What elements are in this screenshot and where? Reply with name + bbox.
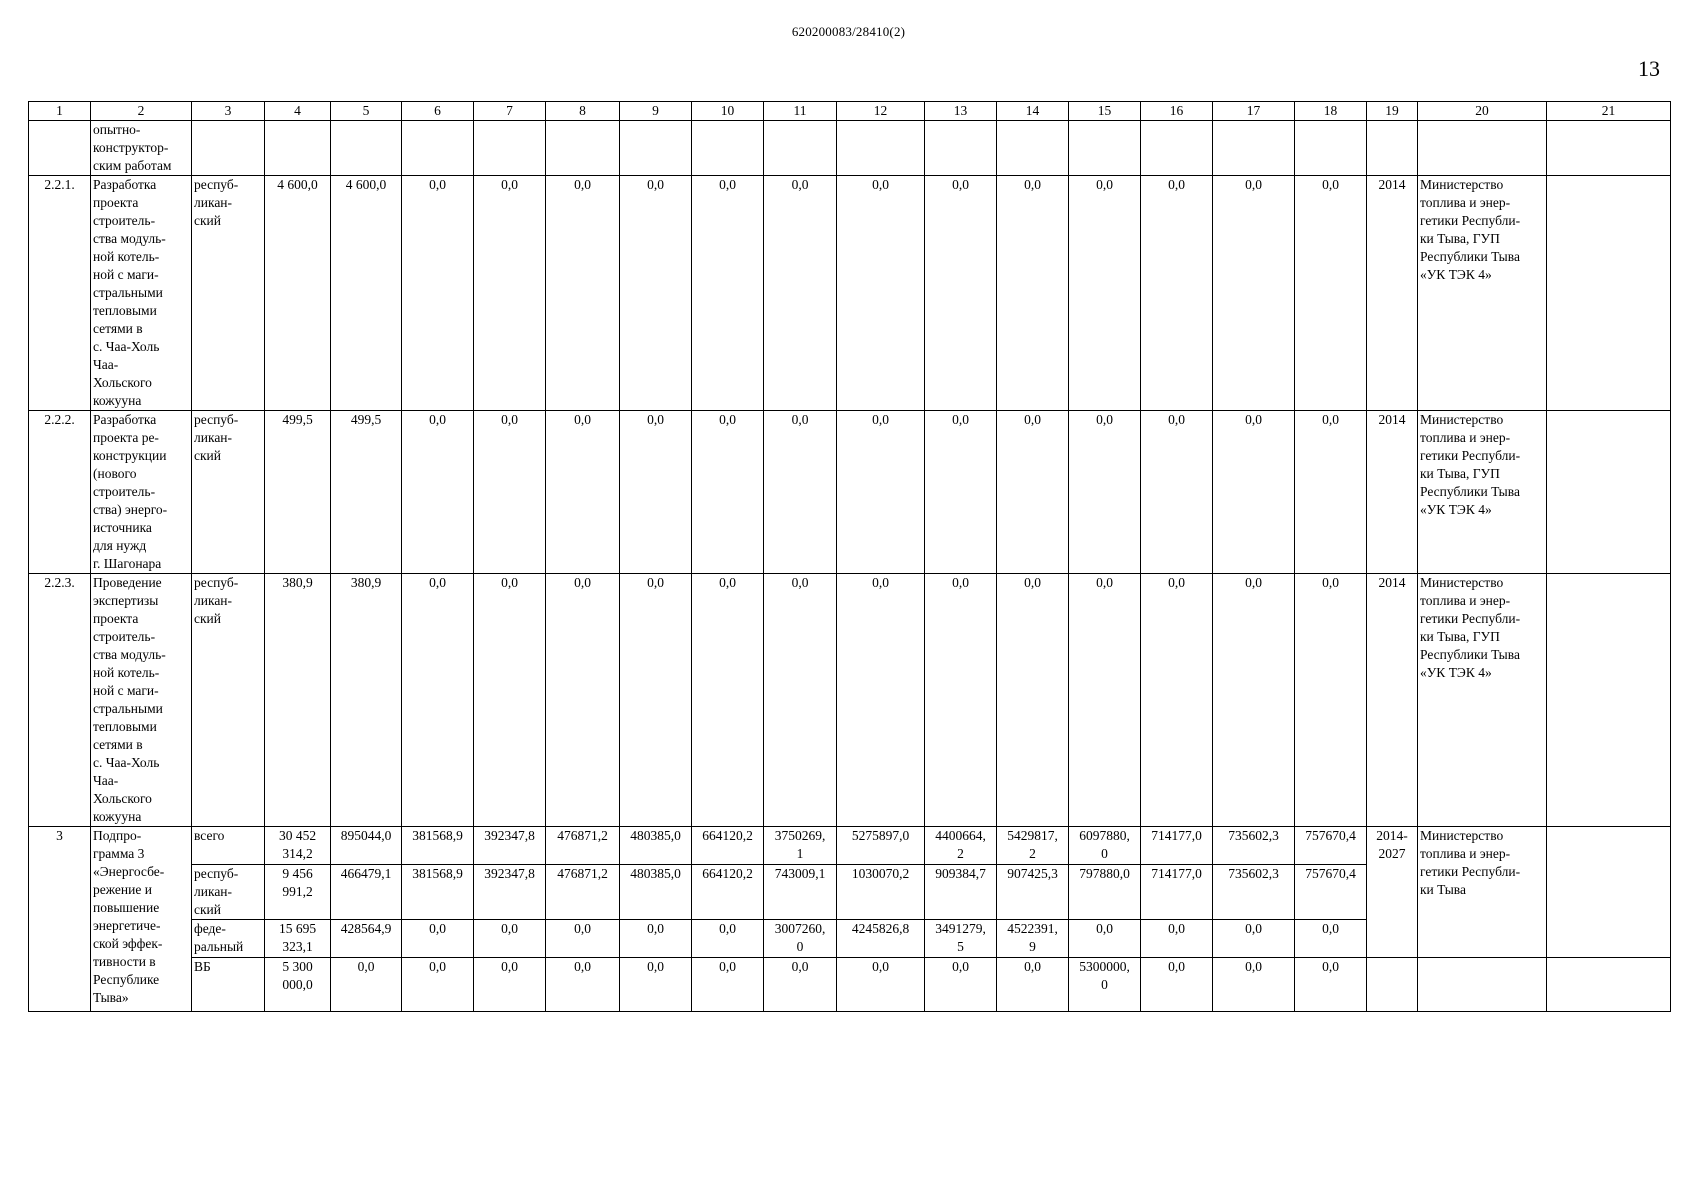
empty-cell bbox=[265, 121, 331, 176]
empty-cell bbox=[1141, 121, 1213, 176]
value-cell: 0,0 bbox=[1141, 176, 1213, 411]
value-cell: 381568,9 bbox=[402, 827, 474, 865]
empty-cell bbox=[546, 121, 620, 176]
value-cell: 15 695 323,1 bbox=[265, 920, 331, 958]
column-number: 9 bbox=[620, 102, 692, 121]
years-cell: 2014- 2027 bbox=[1367, 827, 1418, 958]
value-cell: 714177,0 bbox=[1141, 865, 1213, 920]
value-cell: 0,0 bbox=[546, 411, 620, 574]
value-cell: 0,0 bbox=[331, 958, 402, 1012]
value-cell: 0,0 bbox=[1069, 574, 1141, 827]
executor-cell: Министерство топлива и энер- гетики Республи- ки Тыва, ГУП Республики Тыва «УК ТЭК 4» bbox=[1418, 411, 1547, 574]
column-number: 10 bbox=[692, 102, 764, 121]
measure-name: Разработка проекта ре- конструкции (нового строитель- ства) энерго- источника для нужд г. Шагонара bbox=[91, 411, 192, 574]
value-cell: 0,0 bbox=[402, 574, 474, 827]
funding-source: респуб- ликан- ский bbox=[192, 411, 265, 574]
value-cell: 499,5 bbox=[331, 411, 402, 574]
value-cell: 0,0 bbox=[620, 176, 692, 411]
empty-cell bbox=[764, 121, 837, 176]
years-cell: 2014 bbox=[1367, 176, 1418, 411]
empty-cell bbox=[620, 121, 692, 176]
value-cell: 480385,0 bbox=[620, 865, 692, 920]
column-number: 18 bbox=[1295, 102, 1367, 121]
value-cell: 664120,2 bbox=[692, 865, 764, 920]
col21-cell bbox=[1547, 958, 1671, 1012]
value-cell: 0,0 bbox=[1141, 958, 1213, 1012]
years-cell: 2014 bbox=[1367, 574, 1418, 827]
value-cell: 0,0 bbox=[692, 958, 764, 1012]
column-number: 16 bbox=[1141, 102, 1213, 121]
empty-cell bbox=[402, 121, 474, 176]
value-cell: 757670,4 bbox=[1295, 827, 1367, 865]
value-cell: 6097880, 0 bbox=[1069, 827, 1141, 865]
value-cell: 499,5 bbox=[265, 411, 331, 574]
value-cell: 0,0 bbox=[1213, 176, 1295, 411]
value-cell: 0,0 bbox=[997, 958, 1069, 1012]
col21-cell bbox=[1547, 574, 1671, 827]
value-cell: 4400664, 2 bbox=[925, 827, 997, 865]
value-cell: 3491279, 5 bbox=[925, 920, 997, 958]
value-cell: 895044,0 bbox=[331, 827, 402, 865]
value-cell: 0,0 bbox=[1213, 411, 1295, 574]
column-number: 3 bbox=[192, 102, 265, 121]
value-cell: 392347,8 bbox=[474, 827, 546, 865]
executor-cell: Министерство топлива и энер- гетики Республи- ки Тыва, ГУП Республики Тыва «УК ТЭК 4» bbox=[1418, 176, 1547, 411]
empty-cell bbox=[331, 121, 402, 176]
value-cell: 0,0 bbox=[1141, 411, 1213, 574]
value-cell: 5300000, 0 bbox=[1069, 958, 1141, 1012]
value-cell: 0,0 bbox=[474, 176, 546, 411]
value-cell: 0,0 bbox=[546, 958, 620, 1012]
years-cell bbox=[1367, 958, 1418, 1012]
value-cell: 0,0 bbox=[997, 411, 1069, 574]
value-cell: 714177,0 bbox=[1141, 827, 1213, 865]
value-cell: 381568,9 bbox=[402, 865, 474, 920]
value-cell: 0,0 bbox=[1295, 574, 1367, 827]
empty-cell bbox=[997, 121, 1069, 176]
value-cell: 0,0 bbox=[620, 574, 692, 827]
table-row bbox=[29, 411, 1671, 574]
value-cell: 0,0 bbox=[474, 411, 546, 574]
value-cell: 9 456 991,2 bbox=[265, 865, 331, 920]
value-cell: 0,0 bbox=[837, 958, 925, 1012]
value-cell: 0,0 bbox=[692, 920, 764, 958]
value-cell: 0,0 bbox=[1069, 176, 1141, 411]
value-cell: 5429817, 2 bbox=[997, 827, 1069, 865]
value-cell: 0,0 bbox=[692, 574, 764, 827]
table-row bbox=[29, 574, 1671, 827]
funding-source: ВБ bbox=[192, 958, 265, 1012]
value-cell: 0,0 bbox=[925, 574, 997, 827]
value-cell: 797880,0 bbox=[1069, 865, 1141, 920]
program-name: Подпро- грамма 3 «Энергосбе- режение и повышение энергетиче- ской эффек- тивности в Республике Тыва» bbox=[91, 827, 192, 1012]
row-number: 2.2.2. bbox=[29, 411, 91, 574]
value-cell: 0,0 bbox=[925, 958, 997, 1012]
value-cell: 5275897,0 bbox=[837, 827, 925, 865]
row-number bbox=[29, 121, 91, 176]
value-cell: 0,0 bbox=[1069, 920, 1141, 958]
value-cell: 0,0 bbox=[764, 176, 837, 411]
empty-cell bbox=[1295, 121, 1367, 176]
col21-cell bbox=[1547, 176, 1671, 411]
value-cell: 0,0 bbox=[402, 920, 474, 958]
value-cell: 3750269, 1 bbox=[764, 827, 837, 865]
value-cell: 0,0 bbox=[692, 411, 764, 574]
value-cell: 0,0 bbox=[402, 176, 474, 411]
program-number: 3 bbox=[29, 827, 91, 1012]
row-number: 2.2.3. bbox=[29, 574, 91, 827]
value-cell: 0,0 bbox=[474, 920, 546, 958]
column-number: 13 bbox=[925, 102, 997, 121]
value-cell: 4 600,0 bbox=[265, 176, 331, 411]
value-cell: 0,0 bbox=[402, 411, 474, 574]
value-cell: 0,0 bbox=[474, 574, 546, 827]
value-cell: 0,0 bbox=[1213, 958, 1295, 1012]
value-cell: 3007260, 0 bbox=[764, 920, 837, 958]
empty-cell bbox=[837, 121, 925, 176]
executor-cell: Министерство топлива и энер- гетики Республи- ки Тыва, ГУП Республики Тыва «УК ТЭК 4» bbox=[1418, 574, 1547, 827]
value-cell: 380,9 bbox=[265, 574, 331, 827]
col21-cell bbox=[1547, 411, 1671, 574]
value-cell: 909384,7 bbox=[925, 865, 997, 920]
value-cell: 476871,2 bbox=[546, 865, 620, 920]
value-cell: 735602,3 bbox=[1213, 865, 1295, 920]
row-number: 2.2.1. bbox=[29, 176, 91, 411]
budget-table bbox=[28, 101, 1671, 1012]
column-number: 21 bbox=[1547, 102, 1671, 121]
value-cell: 907425,3 bbox=[997, 865, 1069, 920]
continuation-row bbox=[29, 121, 1671, 176]
column-number: 5 bbox=[331, 102, 402, 121]
value-cell: 0,0 bbox=[1295, 411, 1367, 574]
value-cell: 0,0 bbox=[546, 176, 620, 411]
value-cell: 0,0 bbox=[474, 958, 546, 1012]
col21-cell bbox=[1547, 827, 1671, 958]
value-cell: 743009,1 bbox=[764, 865, 837, 920]
value-cell: 0,0 bbox=[764, 958, 837, 1012]
value-cell: 0,0 bbox=[1213, 920, 1295, 958]
column-number: 12 bbox=[837, 102, 925, 121]
program-row bbox=[29, 958, 1671, 1012]
measure-name: опытно- конструктор- ским работам bbox=[91, 121, 192, 176]
value-cell: 0,0 bbox=[620, 958, 692, 1012]
empty-cell bbox=[1547, 121, 1671, 176]
value-cell: 30 452 314,2 bbox=[265, 827, 331, 865]
column-number: 6 bbox=[402, 102, 474, 121]
page-number: 13 bbox=[1638, 56, 1660, 81]
table-body bbox=[29, 121, 1671, 1012]
value-cell: 735602,3 bbox=[1213, 827, 1295, 865]
value-cell: 5 300 000,0 bbox=[265, 958, 331, 1012]
value-cell: 466479,1 bbox=[331, 865, 402, 920]
value-cell: 0,0 bbox=[837, 411, 925, 574]
empty-cell bbox=[1418, 121, 1547, 176]
column-number: 8 bbox=[546, 102, 620, 121]
value-cell: 0,0 bbox=[925, 176, 997, 411]
column-number: 4 bbox=[265, 102, 331, 121]
value-cell: 0,0 bbox=[1295, 920, 1367, 958]
value-cell: 0,0 bbox=[1295, 176, 1367, 411]
column-number: 14 bbox=[997, 102, 1069, 121]
value-cell: 0,0 bbox=[546, 920, 620, 958]
value-cell: 476871,2 bbox=[546, 827, 620, 865]
value-cell: 0,0 bbox=[1069, 411, 1141, 574]
funding-source: респуб- ликан- ский bbox=[192, 865, 265, 920]
value-cell: 0,0 bbox=[1141, 574, 1213, 827]
program-row bbox=[29, 827, 1671, 865]
measure-name: Проведение экспертизы проекта строитель- ства модуль- ной котель- ной с маги- стральными тепловыми сетями в с. Чаа-Холь Чаа- Хольского кожууна bbox=[91, 574, 192, 827]
value-cell: 0,0 bbox=[837, 176, 925, 411]
empty-cell bbox=[1069, 121, 1141, 176]
value-cell: 4 600,0 bbox=[331, 176, 402, 411]
value-cell: 4522391, 9 bbox=[997, 920, 1069, 958]
executor-cell bbox=[1418, 958, 1547, 1012]
value-cell: 0,0 bbox=[764, 574, 837, 827]
column-number: 15 bbox=[1069, 102, 1141, 121]
column-number: 1 bbox=[29, 102, 91, 121]
value-cell: 0,0 bbox=[692, 176, 764, 411]
value-cell: 4245826,8 bbox=[837, 920, 925, 958]
value-cell: 0,0 bbox=[620, 411, 692, 574]
executor-cell: Министерство топлива и энер- гетики Республи- ки Тыва bbox=[1418, 827, 1547, 958]
value-cell: 1030070,2 bbox=[837, 865, 925, 920]
value-cell: 480385,0 bbox=[620, 827, 692, 865]
document-id: 620200083/28410(2) bbox=[791, 24, 906, 39]
funding-source: респуб- ликан- ский bbox=[192, 574, 265, 827]
value-cell: 664120,2 bbox=[692, 827, 764, 865]
value-cell: 0,0 bbox=[1295, 958, 1367, 1012]
column-number-row bbox=[29, 102, 1671, 121]
column-number: 2 bbox=[91, 102, 192, 121]
empty-cell bbox=[692, 121, 764, 176]
value-cell: 0,0 bbox=[997, 574, 1069, 827]
value-cell: 0,0 bbox=[546, 574, 620, 827]
funding-source: всего bbox=[192, 827, 265, 865]
value-cell: 0,0 bbox=[1213, 574, 1295, 827]
column-number: 20 bbox=[1418, 102, 1547, 121]
value-cell: 0,0 bbox=[997, 176, 1069, 411]
empty-cell bbox=[1367, 121, 1418, 176]
years-cell: 2014 bbox=[1367, 411, 1418, 574]
empty-cell bbox=[192, 121, 265, 176]
column-number: 11 bbox=[764, 102, 837, 121]
empty-cell bbox=[1213, 121, 1295, 176]
value-cell: 0,0 bbox=[1141, 920, 1213, 958]
funding-source: респуб- ликан- ский bbox=[192, 176, 265, 411]
empty-cell bbox=[474, 121, 546, 176]
value-cell: 0,0 bbox=[620, 920, 692, 958]
value-cell: 380,9 bbox=[331, 574, 402, 827]
value-cell: 0,0 bbox=[402, 958, 474, 1012]
column-number: 7 bbox=[474, 102, 546, 121]
value-cell: 0,0 bbox=[925, 411, 997, 574]
funding-source: феде- ральный bbox=[192, 920, 265, 958]
value-cell: 392347,8 bbox=[474, 865, 546, 920]
column-number: 17 bbox=[1213, 102, 1295, 121]
value-cell: 757670,4 bbox=[1295, 865, 1367, 920]
table-row bbox=[29, 176, 1671, 411]
value-cell: 0,0 bbox=[837, 574, 925, 827]
value-cell: 428564,9 bbox=[331, 920, 402, 958]
empty-cell bbox=[925, 121, 997, 176]
column-number: 19 bbox=[1367, 102, 1418, 121]
measure-name: Разработка проекта строитель- ства модуль- ной котель- ной с маги- стральными тепловыми сетями в с. Чаа-Холь Чаа- Хольского кожууна bbox=[91, 176, 192, 411]
value-cell: 0,0 bbox=[764, 411, 837, 574]
